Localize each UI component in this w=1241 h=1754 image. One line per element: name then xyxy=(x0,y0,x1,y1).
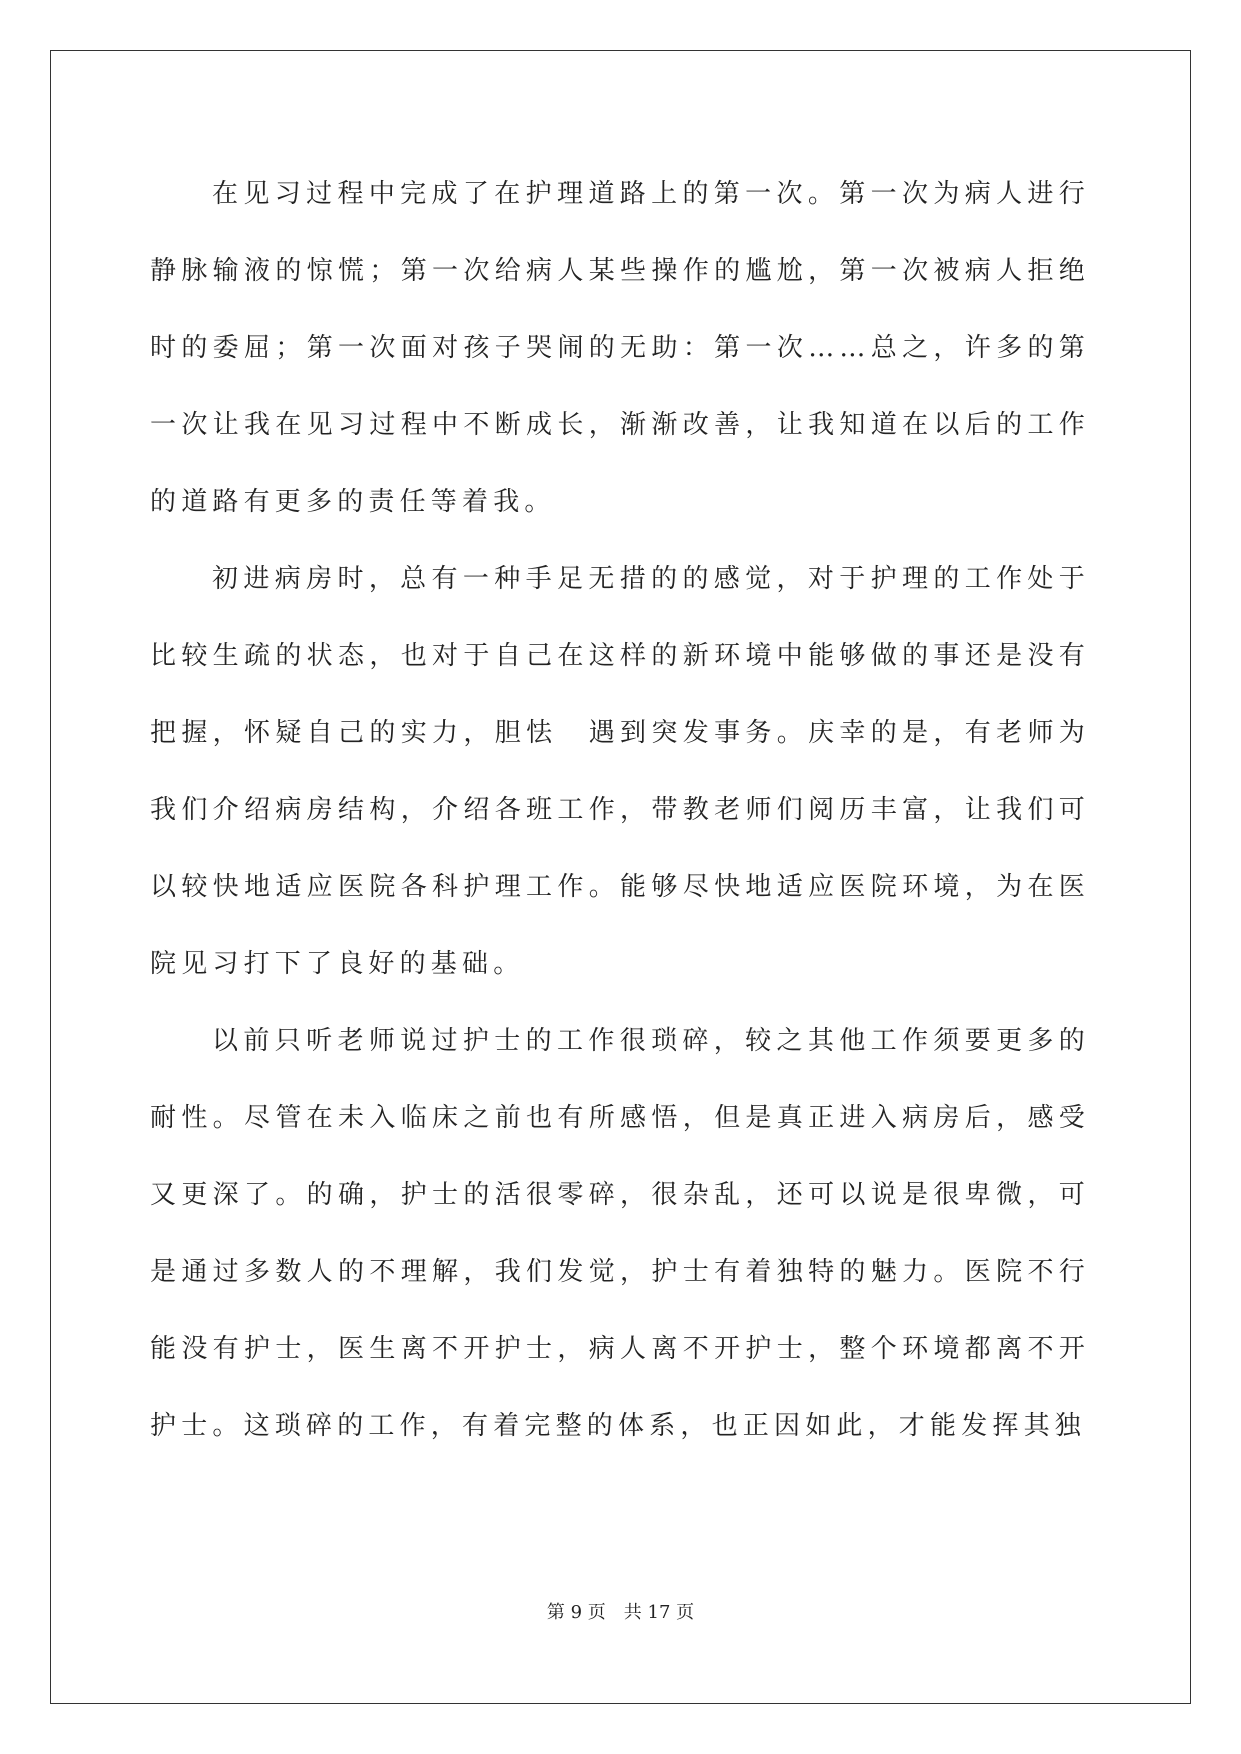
paragraph: 初进病房时，总有一种手足无措的的感觉，对于护理的工作处于比较生疏的状态，也对于自己在这样的新环境中能够做的事还是没有把握，怀疑自己的实力，胆怯 遇到突发事务。庆幸的是，有老师为我们介绍病房结构，介绍各班工作，带教老师们阅历丰富，让我们可以较快地适应医院各科护理工作。能够尽快地适应医院环境，为在医院见习打下了良好的基础。 xyxy=(150,564,1090,979)
document-body xyxy=(150,156,1090,1465)
page-number-footer: 第 9 页 共 17 页 xyxy=(546,1602,695,1623)
paragraph: 以前只听老师说过护士的工作很琐碎，较之其他工作须要更多的耐性。尽管在未入临床之前也有所感悟，但是真正进入病房后，感受又更深了。的确，护士的活很零碎，很杂乱，还可以说是很卑微，可是通过多数人的不理解，我们发觉，护士有着独特的魅力。医院不行能没有护士，医生离不开护士，病人离不开护士，整个环境都离不开护士。这琐碎的工作，有着完整的体系，也正因如此，才能发挥其独 xyxy=(150,1026,1090,1441)
paragraph: 在见习过程中完成了在护理道路上的第一次。第一次为病人进行静脉输液的惊慌；第一次给病人某些操作的尴尬，第一次被病人拒绝时的委屈；第一次面对孩子哭闹的无助：第一次……总之，许多的第一次让我在见习过程中不断成长，渐渐改善，让我知道在以后的工作的道路有更多的责任等着我。 xyxy=(150,179,1090,517)
